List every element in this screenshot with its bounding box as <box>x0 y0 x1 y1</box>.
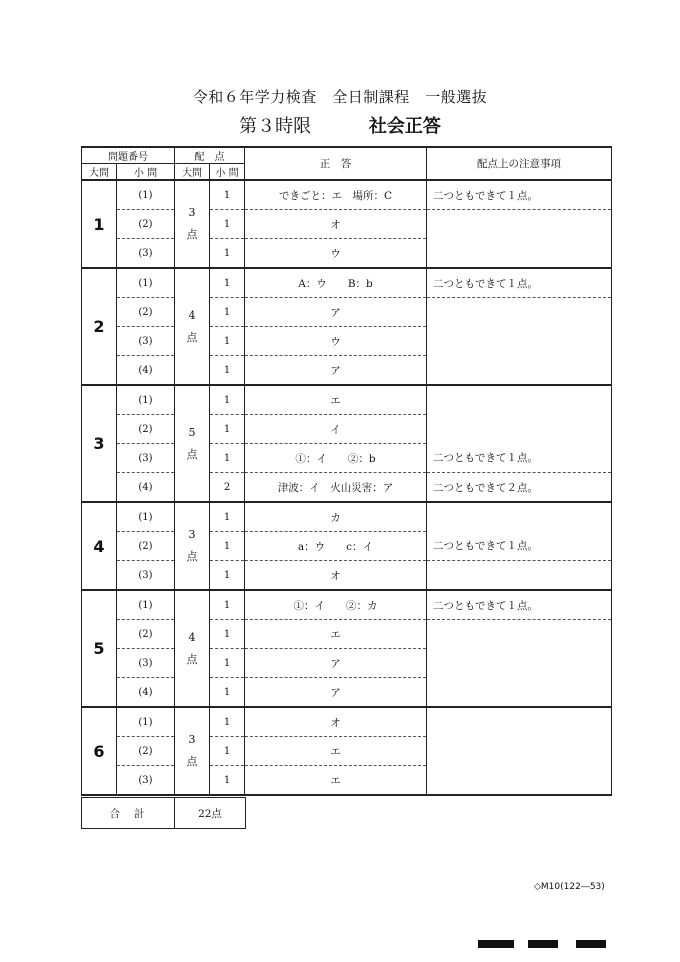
correct-answer: オ <box>245 707 427 737</box>
period-label: 第３時限 <box>239 116 312 137</box>
correct-answer: ウ <box>245 239 427 269</box>
small-question-number: (4) <box>117 678 175 708</box>
correct-answer: エ <box>245 385 427 415</box>
item-points: 2 <box>210 473 245 503</box>
big-question-number: 1 <box>82 180 117 268</box>
answer-row <box>82 766 612 796</box>
answer-row <box>82 737 612 766</box>
correct-answer: エ <box>245 766 427 796</box>
correct-answer: ア <box>245 298 427 327</box>
scoring-note <box>427 737 612 766</box>
correct-answer: 津波：イ 火山災害：ア <box>245 473 427 503</box>
item-points: 1 <box>210 210 245 239</box>
scoring-note: 二つともできて１点。 <box>427 268 612 298</box>
scoring-note: 二つともできて１点。 <box>427 180 612 210</box>
small-points-header: 小 問 <box>210 164 245 181</box>
correct-answer: できごと：エ 場所：C <box>245 180 427 210</box>
small-question-header: 小 問 <box>117 164 175 181</box>
answer-row <box>82 532 612 561</box>
document-code: ◇M10(122―53) <box>534 882 605 892</box>
answer-row <box>82 210 612 239</box>
correct-answer: ア <box>245 678 427 708</box>
notes-header: 配点上の注意事項 <box>427 147 612 180</box>
small-question-number: (2) <box>117 737 175 766</box>
correct-answer: a：ウ c：イ <box>245 532 427 561</box>
section-points <box>175 385 210 502</box>
big-question-number: 2 <box>82 268 117 385</box>
small-question-number: (3) <box>117 766 175 796</box>
scoring-note <box>427 707 612 737</box>
item-points: 1 <box>210 766 245 796</box>
answer-row <box>82 561 612 591</box>
small-question-number: (1) <box>117 385 175 415</box>
answer-row <box>82 356 612 386</box>
section-points-unit: 点 <box>186 652 198 666</box>
item-points: 1 <box>210 590 245 620</box>
scoring-note <box>427 385 612 415</box>
big-question-number: 6 <box>82 707 117 795</box>
small-question-number: (1) <box>117 268 175 298</box>
answer-row <box>82 590 612 620</box>
small-question-number: (1) <box>117 180 175 210</box>
correct-answer: ア <box>245 649 427 678</box>
item-points: 1 <box>210 444 245 473</box>
correct-answer: ウ <box>245 327 427 356</box>
scoring-note: 二つともできて１点。 <box>427 444 612 473</box>
scoring-note <box>427 766 612 796</box>
item-points: 1 <box>210 180 245 210</box>
item-points: 1 <box>210 268 245 298</box>
answer-row <box>82 298 612 327</box>
big-question-number: 4 <box>82 502 117 590</box>
item-points: 1 <box>210 239 245 269</box>
item-points: 1 <box>210 678 245 708</box>
item-points: 1 <box>210 649 245 678</box>
scoring-note <box>427 649 612 678</box>
small-question-number: (3) <box>117 561 175 591</box>
small-question-number: (1) <box>117 502 175 532</box>
answer-row <box>82 385 612 415</box>
section-points-value: 3 <box>188 206 196 219</box>
item-points: 1 <box>210 620 245 649</box>
scoring-note <box>427 678 612 708</box>
scoring-note <box>427 561 612 591</box>
section-points-unit: 点 <box>186 228 198 241</box>
scoring-note <box>427 239 612 269</box>
correct-answer: オ <box>245 210 427 239</box>
answer-row <box>82 268 612 298</box>
answer-key-title <box>0 112 680 138</box>
answer-row <box>82 502 612 532</box>
answer-row <box>82 239 612 269</box>
scoring-note <box>427 356 612 386</box>
correct-answer: ア <box>245 356 427 386</box>
item-points: 1 <box>210 707 245 737</box>
section-points-unit: 点 <box>186 755 198 768</box>
correct-answer: カ <box>245 502 427 532</box>
scoring-note <box>427 210 612 239</box>
small-question-number: (2) <box>117 210 175 239</box>
registration-mark <box>576 940 606 948</box>
total-label: 合計 <box>82 798 175 828</box>
correct-answer: エ <box>245 620 427 649</box>
answer-table <box>81 146 612 796</box>
answer-row <box>82 678 612 708</box>
item-points: 1 <box>210 737 245 766</box>
item-points: 1 <box>210 356 245 386</box>
item-points: 1 <box>210 298 245 327</box>
answer-row <box>82 180 612 210</box>
small-question-number: (4) <box>117 473 175 503</box>
section-points-value: 5 <box>188 425 196 439</box>
problem-number-header: 問題番号 <box>82 147 175 164</box>
big-question-number: 3 <box>82 385 117 502</box>
correct-answer: A：ウ B：b <box>245 268 427 298</box>
small-question-number: (3) <box>117 444 175 473</box>
section-points-unit: 点 <box>186 447 198 461</box>
correct-answer: ①：イ ②：カ <box>245 590 427 620</box>
scoring-note: 二つともできて２点。 <box>427 473 612 503</box>
section-points <box>175 590 210 707</box>
small-question-number: (4) <box>117 356 175 386</box>
correct-answer: エ <box>245 737 427 766</box>
item-points: 1 <box>210 561 245 591</box>
section-points <box>175 268 210 385</box>
scoring-note: 二つともできて１点。 <box>427 532 612 561</box>
points-header: 配 点 <box>175 147 245 164</box>
section-points-value: 4 <box>188 630 196 644</box>
section-points <box>175 180 210 268</box>
scoring-note <box>427 415 612 444</box>
scoring-note <box>427 327 612 356</box>
item-points: 1 <box>210 502 245 532</box>
section-points <box>175 707 210 795</box>
small-question-number: (2) <box>117 532 175 561</box>
total-value: 22点 <box>198 807 222 820</box>
small-question-number: (1) <box>117 590 175 620</box>
correct-answer: イ <box>245 415 427 444</box>
small-question-number: (2) <box>117 620 175 649</box>
answer-row <box>82 327 612 356</box>
total-row <box>81 797 246 829</box>
small-question-number: (3) <box>117 327 175 356</box>
item-points: 1 <box>210 532 245 561</box>
item-points: 1 <box>210 415 245 444</box>
section-points-unit: 点 <box>186 550 198 563</box>
item-points: 1 <box>210 385 245 415</box>
answer-row <box>82 620 612 649</box>
correct-answer: ①：イ ②：b <box>245 444 427 473</box>
big-points-header: 大問 <box>175 164 210 181</box>
small-question-number: (1) <box>117 707 175 737</box>
scoring-note <box>427 502 612 532</box>
small-question-number: (3) <box>117 239 175 269</box>
big-question-header: 大問 <box>82 164 117 181</box>
big-question-number: 5 <box>82 590 117 707</box>
exam-title: 令和６年学力検査 全日制課程 一般選抜 <box>192 88 488 106</box>
scoring-note <box>427 620 612 649</box>
scoring-note: 二つともできて１点。 <box>427 590 612 620</box>
small-question-number: (3) <box>117 649 175 678</box>
section-points <box>175 502 210 590</box>
item-points: 1 <box>210 327 245 356</box>
registration-mark <box>478 940 514 948</box>
answer-row <box>82 415 612 444</box>
small-question-number: (2) <box>117 298 175 327</box>
answer-row <box>82 444 612 473</box>
scoring-note <box>427 298 612 327</box>
section-points-value: 3 <box>188 733 196 746</box>
answer-row <box>82 707 612 737</box>
answer-row <box>82 649 612 678</box>
correct-answer: オ <box>245 561 427 591</box>
section-points-value: 3 <box>188 528 196 541</box>
registration-mark <box>528 940 558 948</box>
section-points-unit: 点 <box>186 330 198 344</box>
small-question-number: (2) <box>117 415 175 444</box>
section-points-value: 4 <box>188 308 196 322</box>
answer-header: 正 答 <box>245 147 427 180</box>
subject-label: 社会正答 <box>368 116 441 137</box>
answer-row <box>82 473 612 503</box>
